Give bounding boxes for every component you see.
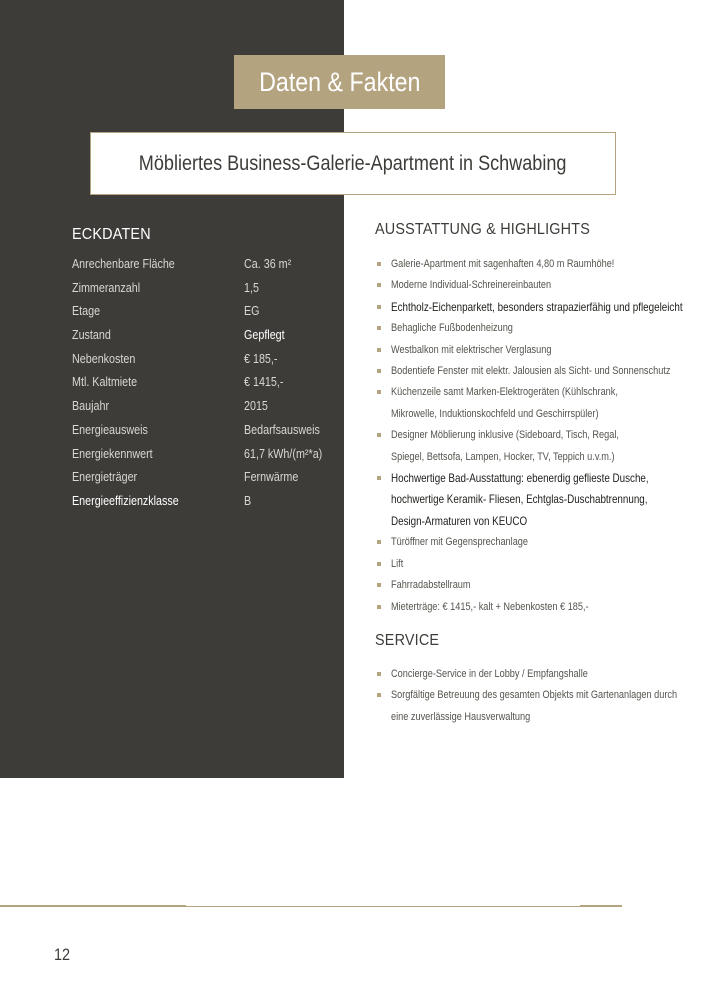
list-item: Designer Möblierung inklusive (Sideboard, Tisch, Regal, Spiegel, Bettsofa, Lampen, Hocker, TV, Teppich u.v.m.) (375, 425, 695, 468)
eckdaten-heading: ECKDATEN (72, 226, 151, 243)
eckdaten-row (72, 423, 332, 447)
list-item: Mieterträge: € 1415,- kalt + Nebenkosten € 185,- (375, 597, 695, 618)
apartment-title: Möbliertes Business-Galerie-Apartment in Schwabing (139, 151, 567, 175)
eckdaten-key: Mtl. Kaltmiete (72, 375, 138, 390)
eckdaten-key: Etage (72, 304, 101, 319)
list-item: Galerie-Apartment mit sagenhaften 4,80 m Raumhöhe! (375, 254, 695, 275)
ausstattung-list (375, 254, 695, 618)
eckdaten-value: Gepflegt (244, 328, 285, 343)
list-item: Fahrradabstellraum (375, 575, 695, 596)
list-item: Türöffner mit Gegensprechanlage (375, 532, 695, 553)
eckdaten-row (72, 447, 332, 471)
eckdaten-value: € 1415,- (244, 375, 284, 390)
eckdaten-key: Zimmeranzahl (72, 280, 141, 295)
list-item: Moderne Individual-Schreinereinbauten (375, 275, 695, 296)
eckdaten-key: Energieeffizienzklasse (72, 493, 179, 508)
apartment-title-box (90, 132, 616, 195)
eckdaten-row (72, 304, 332, 328)
page-title: Daten & Fakten (258, 66, 421, 97)
eckdaten-value: EG (244, 304, 260, 319)
eckdaten-value: 61,7 kWh/(m²*a) (244, 446, 323, 461)
list-item: Hochwertige Bad-Ausstattung: ebenerdig geflieste Dusche, hochwertige Keramik- Fliesen, Echtglas-Duschabtrennung, Design-Armaturen von KEUCO (375, 468, 695, 532)
eckdaten-key: Anrechenbare Fläche (72, 257, 175, 271)
eckdaten-row (72, 399, 332, 423)
eckdaten-value: Bedarfsausweis (244, 422, 320, 437)
list-item: Bodentiefe Fenster mit elektr. Jalousien als Sicht- und Sonnenschutz (375, 361, 695, 382)
list-item: Echtholz-Eichenparkett, besonders strapazierfähig und pflegeleicht (375, 297, 695, 318)
eckdaten-key: Baujahr (72, 399, 110, 414)
list-item: Behagliche Fußbodenheizung (375, 318, 695, 339)
footer-divider-accent (580, 905, 622, 907)
eckdaten-key: Energieausweis (72, 422, 148, 437)
list-item: Küchenzeile samt Marken-Elektrogeräten (Kühlschrank, Mikrowelle, Induktionskochfeld und Geschirrspüler) (375, 382, 695, 425)
eckdaten-row (72, 494, 332, 518)
eckdaten-key: Energieträger (72, 470, 138, 485)
eckdaten-row (72, 470, 332, 494)
footer-divider-accent (0, 905, 186, 907)
eckdaten-value: Ca. 36 m² (244, 257, 292, 271)
eckdaten-row (72, 375, 332, 399)
eckdaten-row (72, 257, 332, 281)
service-heading: SERVICE (375, 632, 440, 649)
eckdaten-value: 1,5 (244, 280, 259, 295)
eckdaten-value: 2015 (244, 399, 268, 414)
eckdaten-row (72, 281, 332, 305)
eckdaten-row (72, 352, 332, 376)
eckdaten-key: Energiekennwert (72, 446, 153, 461)
footer-divider (0, 906, 622, 907)
list-item: Sorgfältige Betreuung des gesamten Objekts mit Gartenanlagen durch eine zuverlässige Hausverwaltung (375, 685, 695, 728)
service-list (375, 664, 695, 728)
eckdaten-value: Fernwärme (244, 470, 299, 485)
page-title-box (234, 55, 445, 109)
eckdaten-key: Zustand (72, 328, 111, 343)
ausstattung-heading: AUSSTATTUNG & HIGHLIGHTS (375, 221, 591, 238)
eckdaten-value: B (244, 493, 252, 508)
eckdaten-row (72, 328, 332, 352)
list-item: Westbalkon mit elektrischer Verglasung (375, 340, 695, 361)
list-item: Lift (375, 554, 695, 575)
eckdaten-key: Nebenkosten (72, 351, 136, 366)
list-item: Concierge-Service in der Lobby / Empfangshalle (375, 664, 695, 685)
eckdaten-table (72, 257, 332, 518)
page-number: 12 (54, 945, 71, 964)
eckdaten-value: € 185,- (244, 351, 278, 366)
